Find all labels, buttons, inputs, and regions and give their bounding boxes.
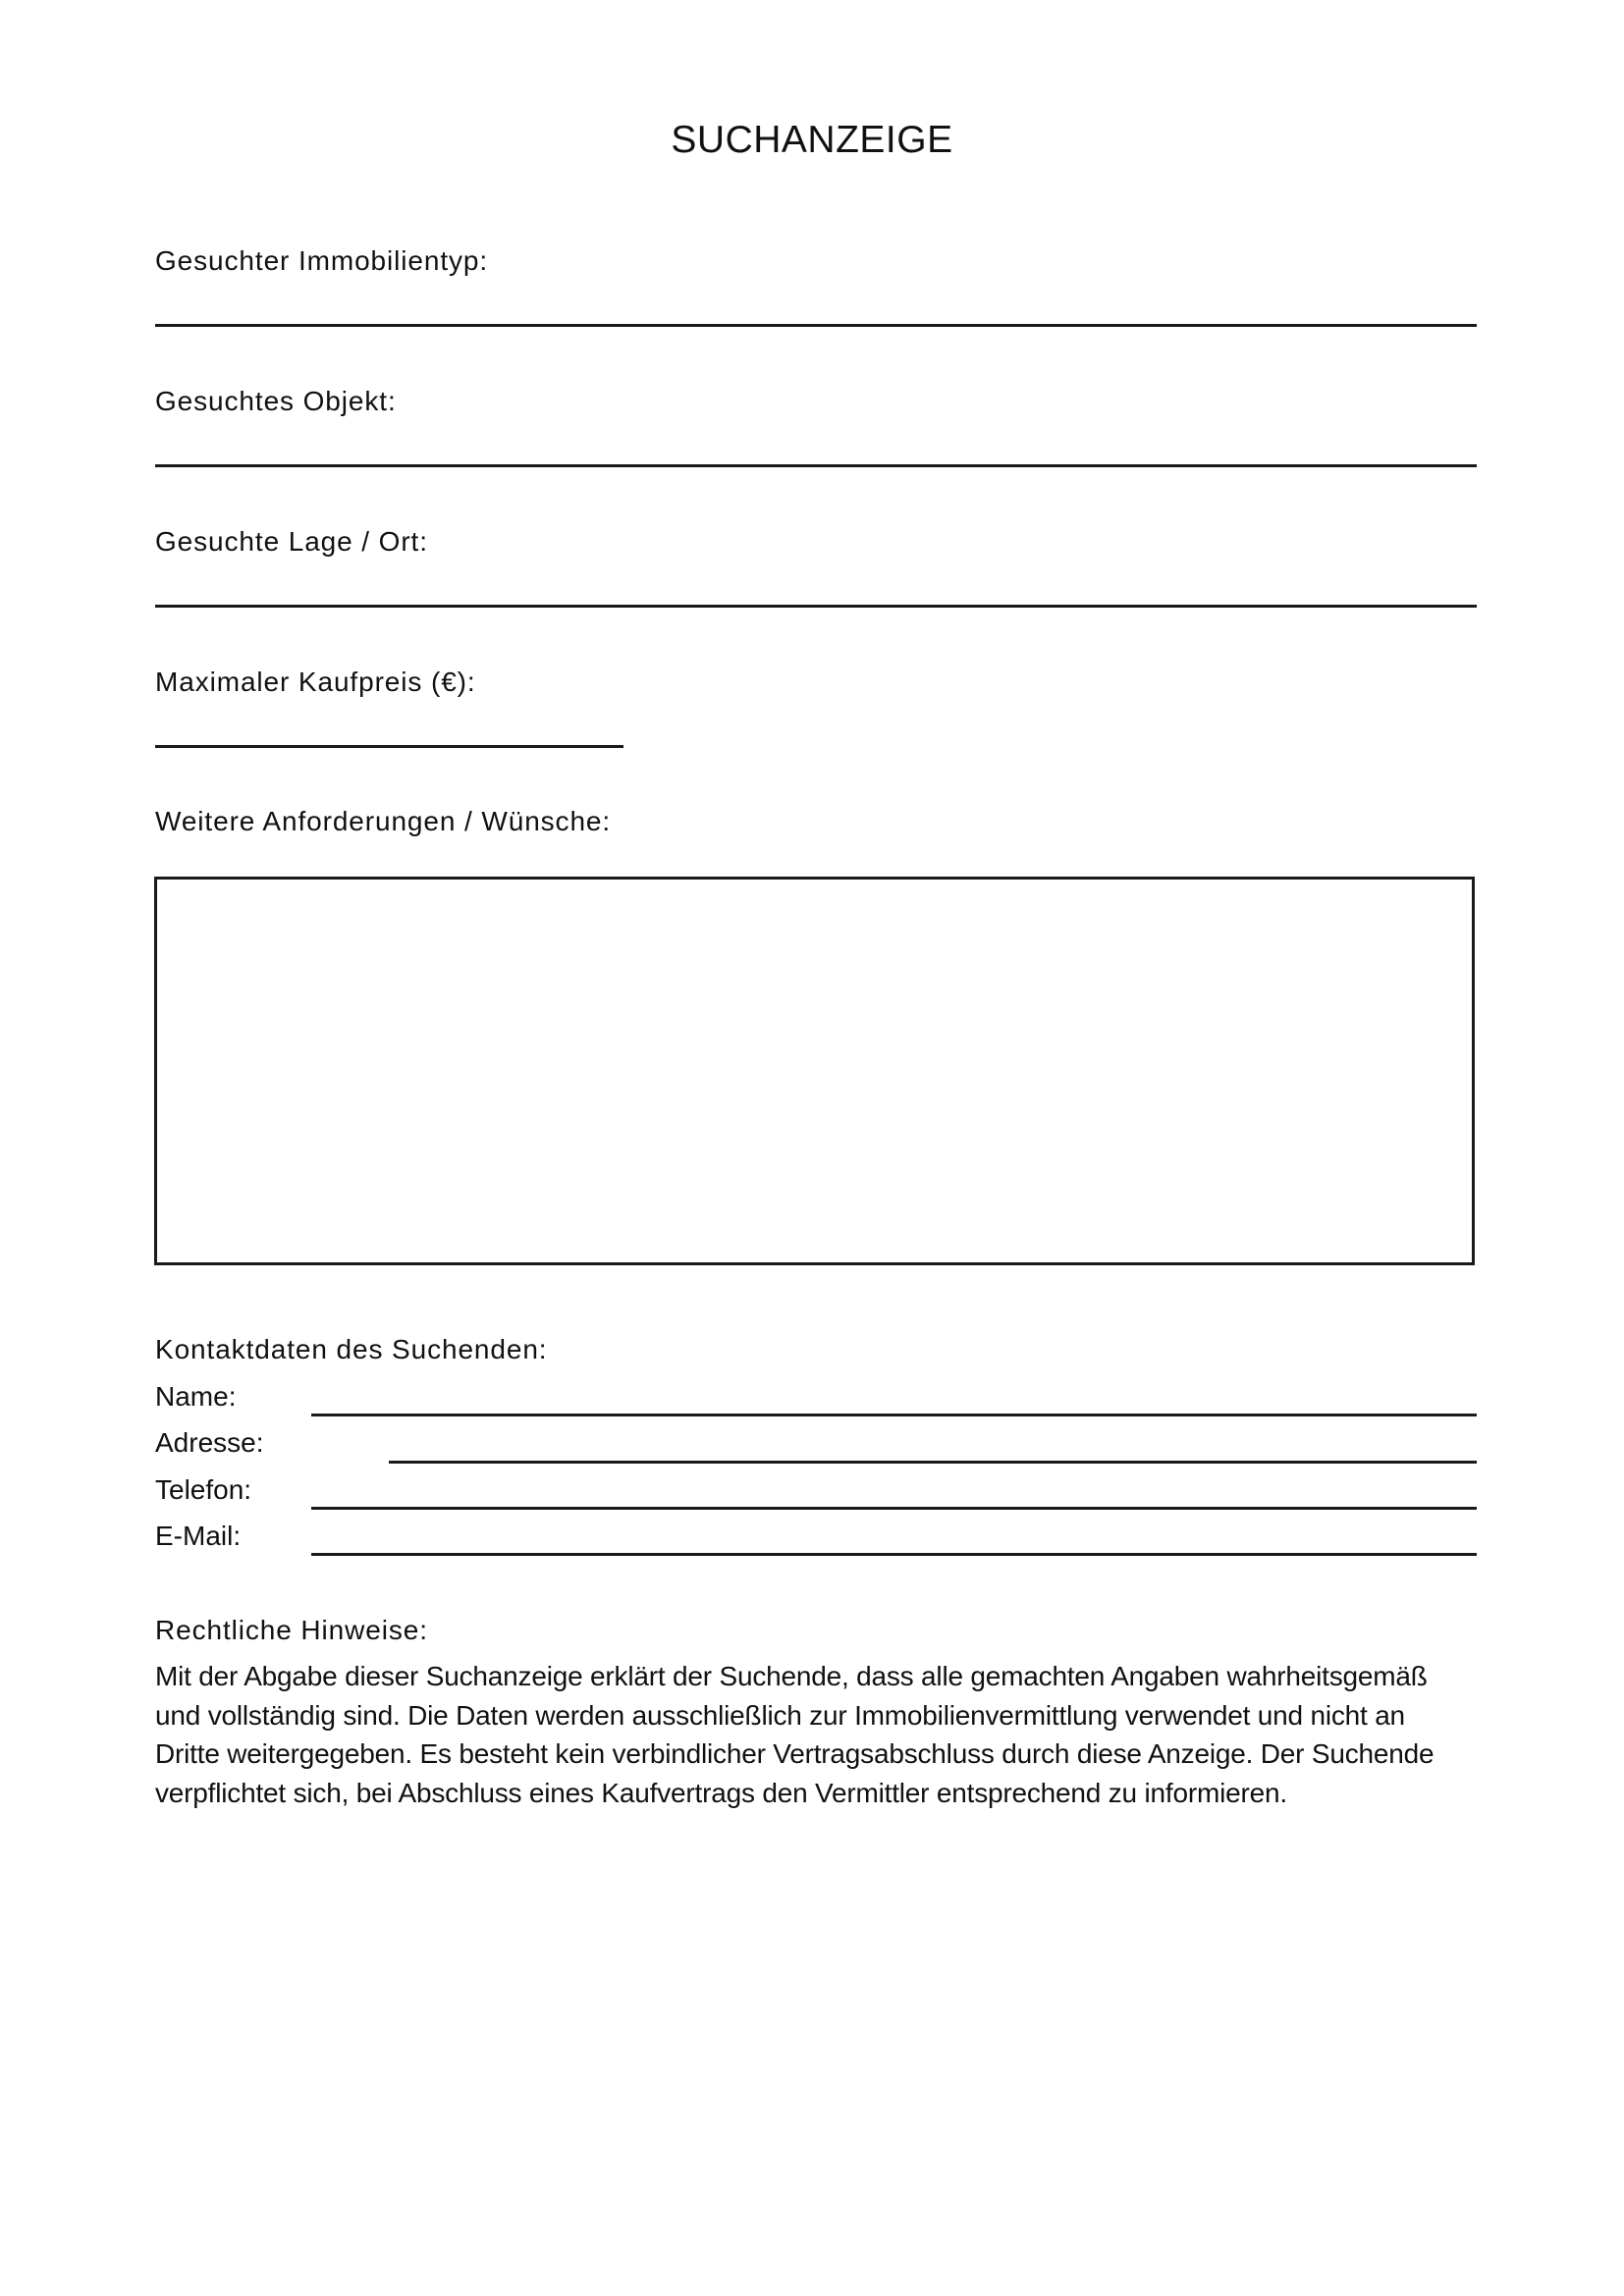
address-line[interactable] bbox=[389, 1461, 1477, 1464]
legal-heading: Rechtliche Hinweise: bbox=[155, 1615, 428, 1645]
email-line[interactable] bbox=[311, 1553, 1477, 1556]
name-line[interactable] bbox=[311, 1414, 1477, 1416]
legal-text: Mit der Abgabe dieser Suchanzeige erklärt der Suchende, dass alle gemachten Angaben wahrheitsgemäß und vollständig sind. Die Daten werden ausschließlich zur Immobilienvermittlung verwendet und nicht an Dritte weitergegeben. Es besteht kein verbindlicher Vertragsabschluss durch diese Anzeige. Der Suchende verpflichtet sich, bei Abschluss eines Kaufvertrags den Vermittler entsprechend zu informieren. bbox=[155, 1661, 1435, 1808]
max-price-line[interactable] bbox=[155, 745, 623, 748]
object-line[interactable] bbox=[155, 464, 1477, 467]
object-label: Gesuchtes Objekt: bbox=[155, 386, 397, 416]
requirements-box[interactable] bbox=[154, 877, 1475, 1265]
phone-line[interactable] bbox=[311, 1507, 1477, 1510]
document-title: SUCHANZEIGE bbox=[671, 119, 953, 161]
max-price-label: Maximaler Kaufpreis (€): bbox=[155, 667, 476, 697]
property-type-line[interactable] bbox=[155, 324, 1477, 327]
location-line[interactable] bbox=[155, 605, 1477, 608]
address-label: Adresse: bbox=[155, 1427, 264, 1458]
requirements-label: Weitere Anforderungen / Wünsche: bbox=[155, 806, 612, 836]
phone-label: Telefon: bbox=[155, 1474, 252, 1505]
name-label: Name: bbox=[155, 1381, 237, 1412]
property-type-label: Gesuchter Immobilientyp: bbox=[155, 245, 489, 276]
location-label: Gesuchte Lage / Ort: bbox=[155, 526, 428, 557]
contact-heading: Kontaktdaten des Suchenden: bbox=[155, 1334, 548, 1364]
email-label: E-Mail: bbox=[155, 1521, 242, 1551]
